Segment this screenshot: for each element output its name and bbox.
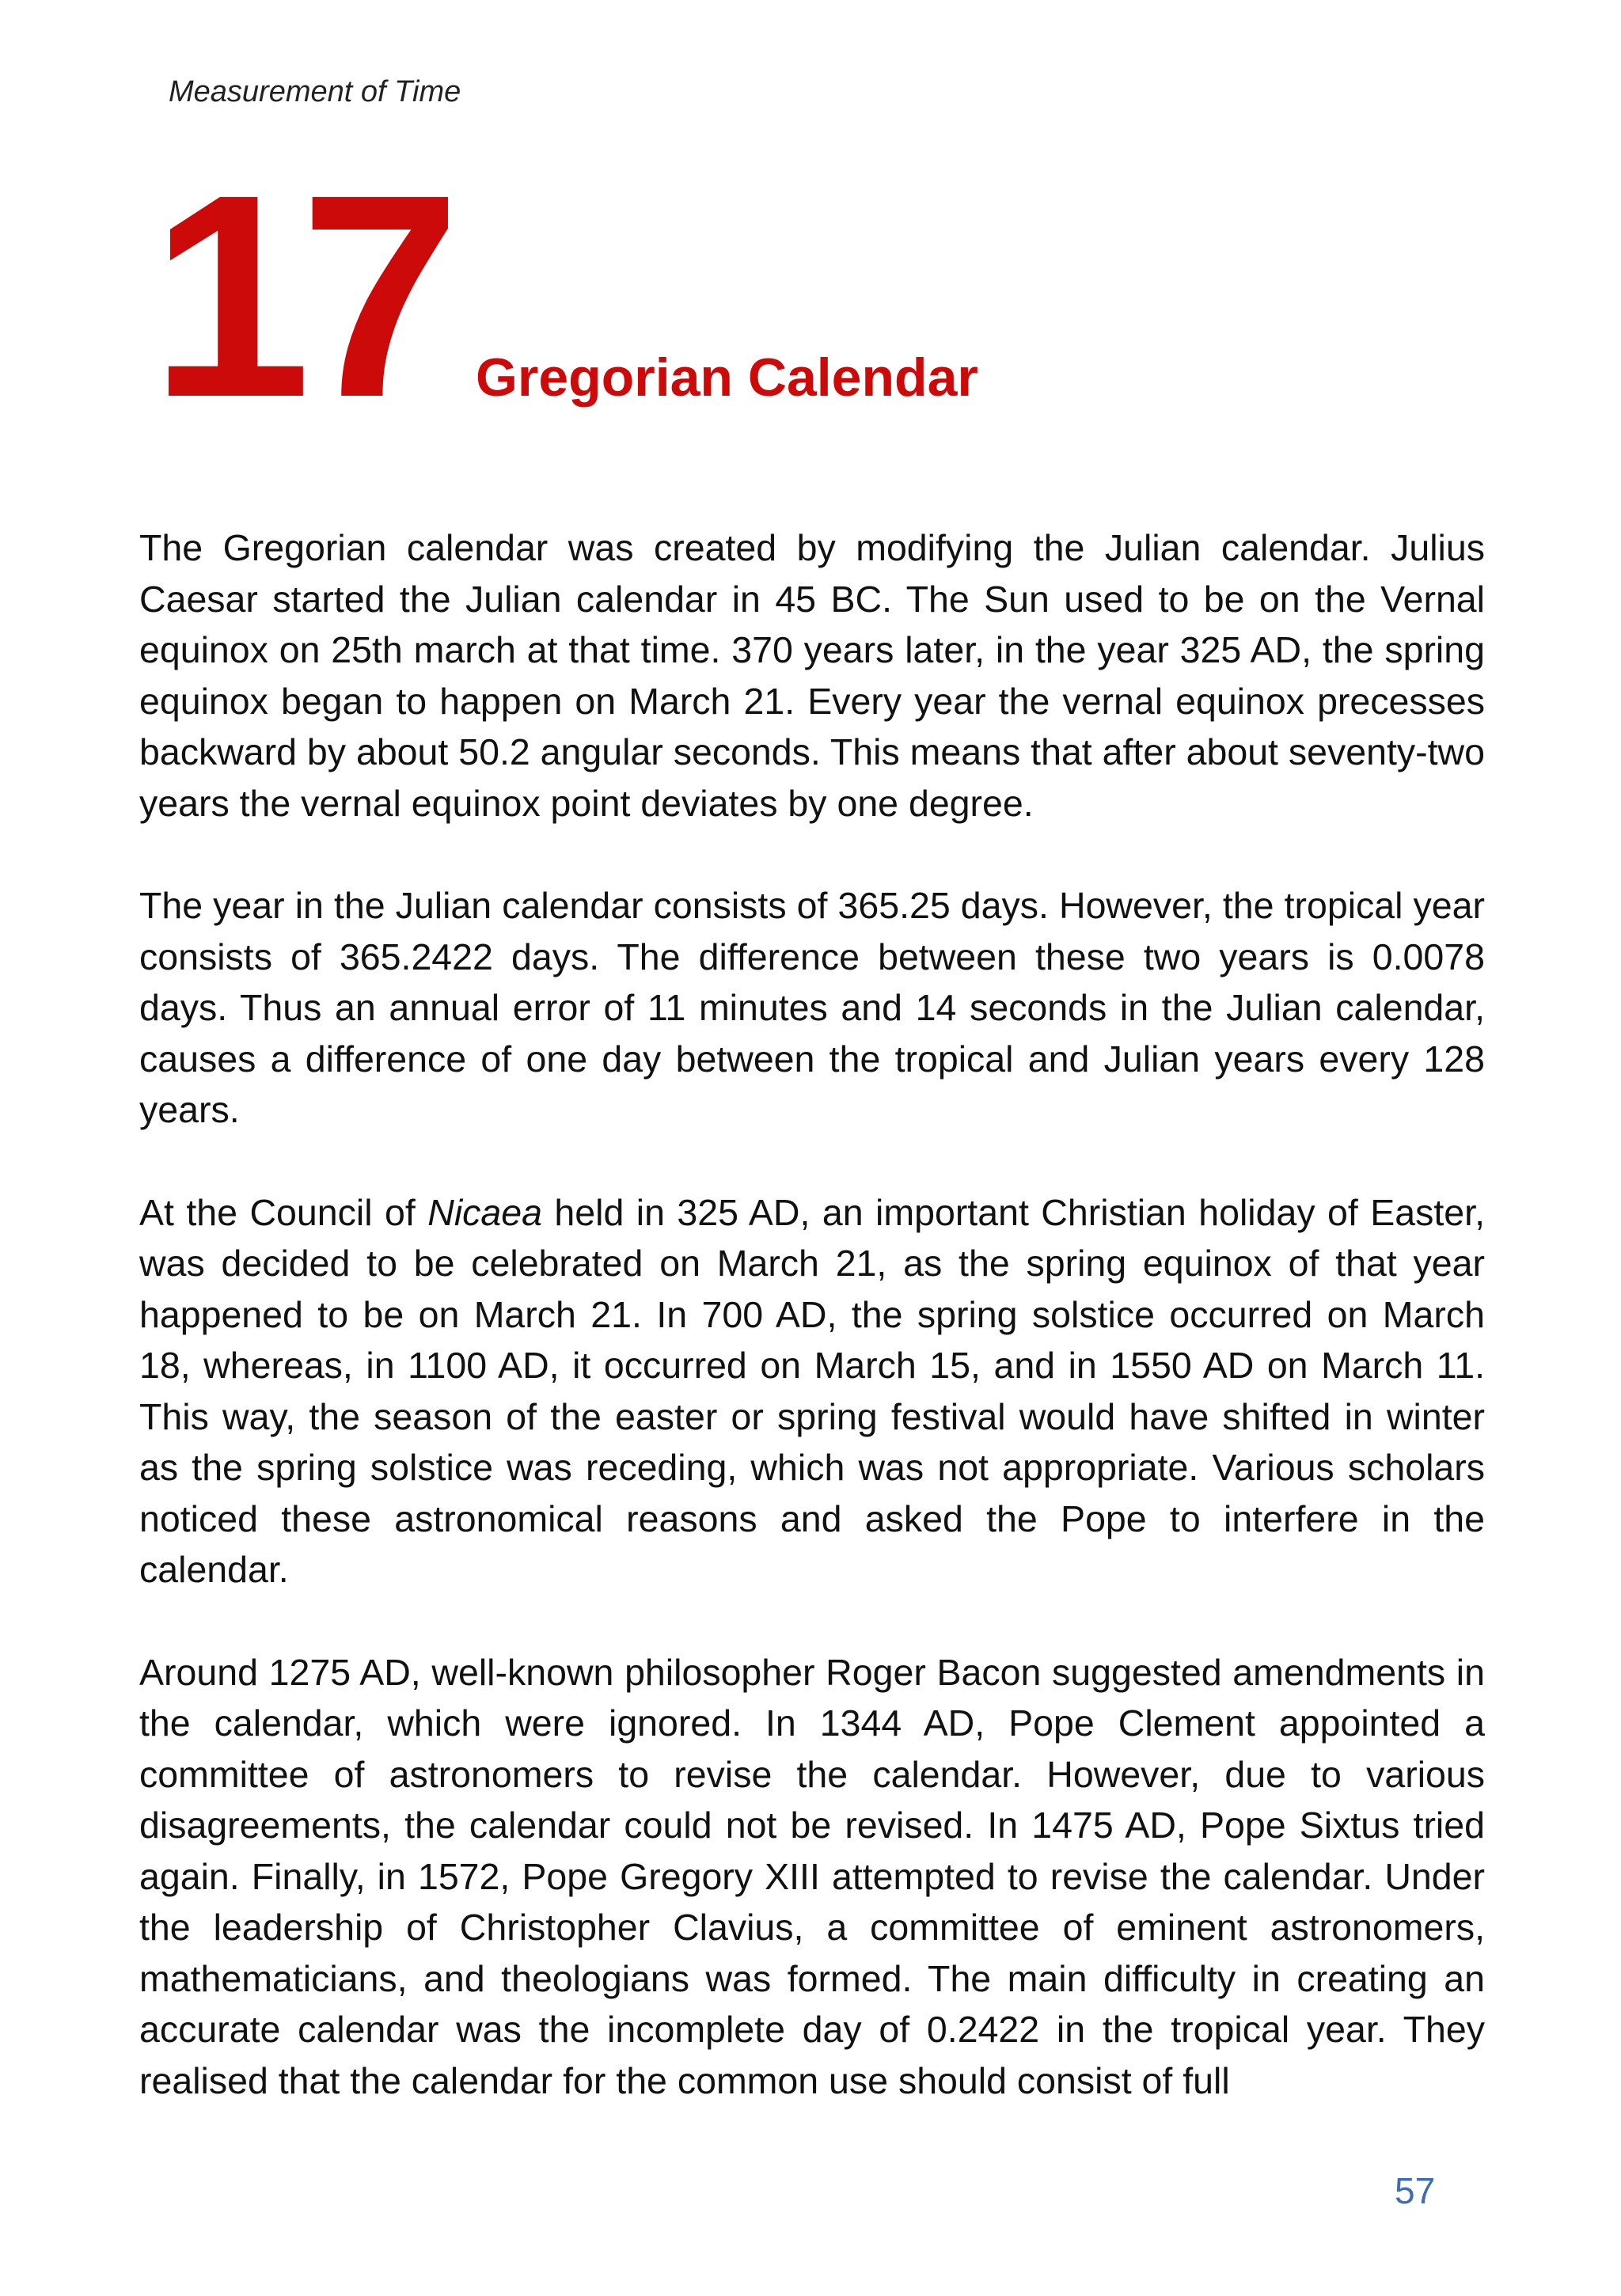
paragraph-3-rest: held in 325 AD, an important Christian holiday of Easter, was decided to be celebrated on March 21, as the spring equinox of that year happened to be on March 21. In 700 AD, the spring solstice occurred on March 18, whereas, in 1100 AD, it occurred on March 15, and in 1550 AD on March 11. This way, the season of the easter or spring festival would have shifted in winter as the spring solstice was receding, which was not appropriate. Various scholars noticed these astronomical reasons and asked the Pope to interfere in the calendar. (139, 1191, 1486, 1590)
paragraph-3 (139, 1187, 1485, 1596)
chapter-heading (150, 135, 1496, 457)
paragraph-4: Around 1275 AD, well-known philosopher Roger Bacon suggested amendments in the calendar, which were ignored. In 1344 AD, Pope Clement appointed a committee of astronomers to revise the calendar. However, due to various disagreements, the calendar could not be revised. In 1475 AD, Pope Sixtus tried again. Finally, in 1572, Pope Gregory XIII attempted to revise the calendar. Under the leadership of Christopher Clavius, a committee of eminent astronomers, mathematicians, and theologians was formed. The main difficulty in creating an accurate calendar was the incomplete day of 0.2422 in the tropical year. They realised that the calendar for the common use should consist of full (139, 1651, 1485, 2101)
paragraph-3-start: At the Council of (139, 1191, 428, 1233)
paragraph-2: The year in the Julian calendar consists of 365.25 days. However, the tropical year consists of 365.2422 days. The difference between these two years is 0.0078 days. Thus an annual error of 11 minutes and 14 seconds in the Julian calendar, causes a difference of one day between the tropical and Julian years every 128 years. (139, 885, 1485, 1130)
running-header: Measurement of Time (169, 75, 461, 108)
page-number: 57 (1395, 2170, 1436, 2211)
body-text (139, 522, 1485, 2157)
paragraph-1: The Gregorian calendar was created by modifying the Julian calendar. Julius Caesar started the Julian calendar in 45 BC. The Sun used to be on the Vernal equinox on 25th march at that time. 370 years later, in the year 325 AD, the spring equinox began to happen on March 21. Every year the vernal equinox precesses backward by about 50.2 angular seconds. This means that after about seventy-two years the vernal equinox point deviates by one degree. (139, 527, 1485, 824)
chapter-number: 17 (150, 135, 450, 457)
chapter-title: Gregorian Calendar (476, 347, 978, 408)
nicaea-italic: Nicaea (427, 1191, 542, 1233)
